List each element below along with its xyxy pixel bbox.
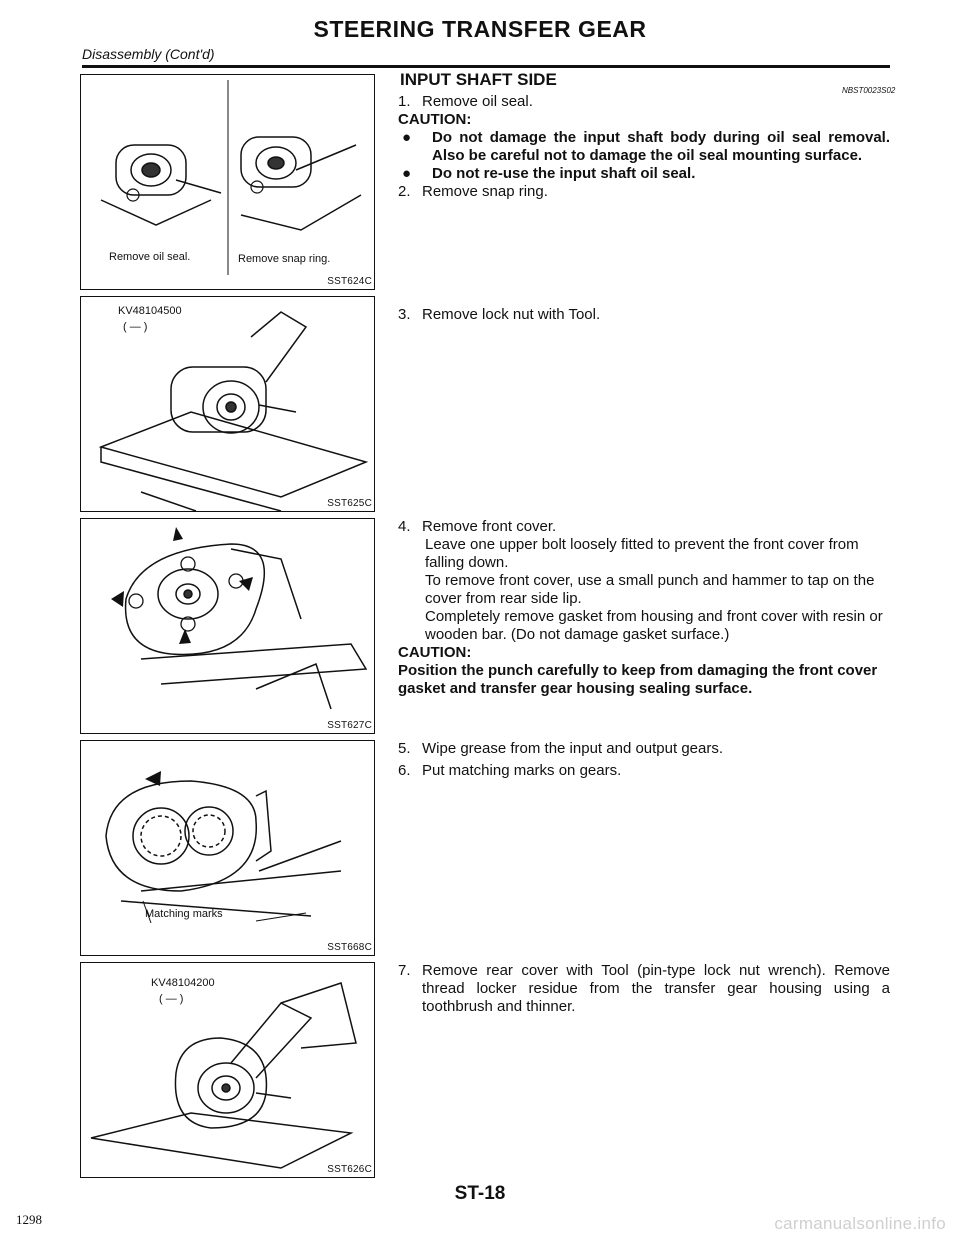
page-title: STEERING TRANSFER GEAR <box>313 16 647 42</box>
rear-cover-illustration <box>81 963 374 1177</box>
caution-label: CAUTION: <box>398 111 472 128</box>
step-6 <box>398 762 890 780</box>
page-number: ST-18 <box>454 1183 506 1204</box>
step-text: Remove snap ring. <box>422 183 548 200</box>
figure-label-remove-snap-ring: Remove snap ring. <box>238 253 331 265</box>
figure-code: SST625C <box>327 498 372 509</box>
step-3 <box>398 306 890 324</box>
step-number: 2. <box>398 183 411 200</box>
steps-block-3 <box>398 518 890 698</box>
section-reference: NBST0023S02 <box>842 86 896 95</box>
step-number: 4. <box>398 518 411 535</box>
step-text: Remove lock nut with Tool. <box>422 306 601 323</box>
watermark: carmanualsonline.info <box>774 1214 946 1233</box>
bullet-icon: ● <box>402 129 412 146</box>
steps-block-4 <box>398 740 890 780</box>
step-text: Wipe grease from the input and output gears. <box>422 740 724 757</box>
tool-number-label: KV48104200 <box>151 977 215 989</box>
figure-lock-nut-removal <box>80 296 375 512</box>
step-5 <box>398 740 890 758</box>
figure-code: SST624C <box>327 276 372 287</box>
tool-sub-label: ( — ) <box>159 993 184 1005</box>
step-7 <box>398 962 890 1016</box>
step-text: Remove rear cover with Tool (pin-type lock nut wrench). Remove thread locker residue from the transfer gear housing using a toothbrush and thinner. <box>422 962 890 1015</box>
step-number: 7. <box>398 962 411 979</box>
caution-bullet-text: Do not damage the input shaft body during oil seal removal. Also be careful not to damage the oil seal mounting surface. <box>432 129 890 164</box>
figure-code: SST627C <box>327 720 372 731</box>
tool-number-label: KV48104500 <box>118 305 182 317</box>
step-number: 1. <box>398 93 411 110</box>
caution-bullet <box>398 129 890 165</box>
figure-matching-marks <box>80 740 375 956</box>
figure-rear-cover-removal <box>80 962 375 1178</box>
tool-sub-label: ( — ) <box>123 321 148 333</box>
figure-front-cover-removal <box>80 518 375 734</box>
step-text: Remove front cover. <box>422 518 557 535</box>
caution-bullet-text: Do not re-use the input shaft oil seal. <box>432 165 696 182</box>
step-number: 3. <box>398 306 411 323</box>
bullet-icon: ● <box>402 165 412 182</box>
step-4-detail: To remove front cover, use a small punch and hammer to tap on the cover from rear side lip. <box>425 572 875 607</box>
steps-block-5 <box>398 962 890 1016</box>
header-rule <box>82 65 890 68</box>
page-subtitle: Disassembly (Cont'd) <box>82 46 215 62</box>
step-number: 5. <box>398 740 411 757</box>
step-4-detail: Completely remove gasket from housing and front cover with resin or wooden bar. (Do not damage gasket surface.) <box>425 608 883 643</box>
margin-page-number: 1298 <box>16 1212 42 1227</box>
caution-label: CAUTION: <box>398 644 472 661</box>
figure-label-remove-oil-seal: Remove oil seal. <box>109 251 191 263</box>
section-heading: INPUT SHAFT SIDE <box>400 70 557 89</box>
arrow-icon <box>145 771 161 786</box>
step-1 <box>398 93 890 111</box>
front-cover-illustration <box>81 519 374 733</box>
step-4-detail: Leave one upper bolt loosely fitted to prevent the front cover from falling down. <box>425 536 859 571</box>
figure-code: SST626C <box>327 1164 372 1175</box>
caution-text: Position the punch carefully to keep from damaging the front cover gasket and transfer gear housing sealing surface. <box>398 662 878 697</box>
matching-marks-illustration <box>81 741 374 955</box>
caution-bullet <box>398 165 890 183</box>
steps-block-2 <box>398 306 890 324</box>
step-number: 6. <box>398 762 411 779</box>
step-text: Remove oil seal. <box>422 93 533 110</box>
step-4 <box>398 518 890 536</box>
step-text: Put matching marks on gears. <box>422 762 622 779</box>
steps-block-1 <box>398 93 890 201</box>
figure-code: SST668C <box>327 942 372 953</box>
step-2 <box>398 183 890 201</box>
figure-oil-seal-snap-ring <box>80 74 375 290</box>
matching-marks-label: Matching marks <box>145 908 223 920</box>
